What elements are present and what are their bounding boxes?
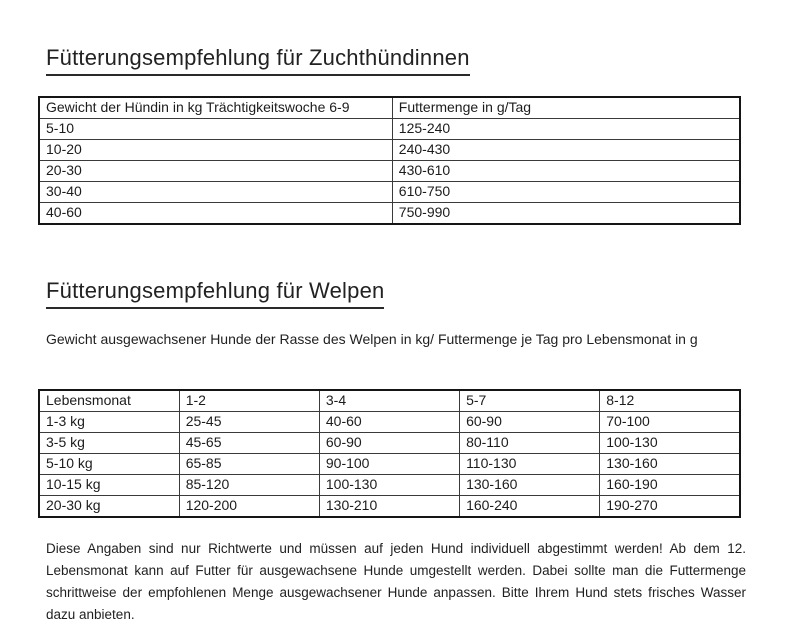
table-row xyxy=(39,496,740,518)
data-cell: 130-160 xyxy=(460,475,600,496)
table-row xyxy=(39,454,740,475)
section2-title xyxy=(46,278,384,309)
data-cell: 10-15 kg xyxy=(39,475,179,496)
data-cell: 100-130 xyxy=(600,433,740,454)
data-cell: 3-5 kg xyxy=(39,433,179,454)
header-cell: Lebensmonat xyxy=(39,390,179,412)
section1-title-text: Fütterungsempfehlung für Zuchthündinnen xyxy=(46,45,470,76)
data-cell: 430-610 xyxy=(392,161,740,182)
header-cell: Futtermenge in g/Tag xyxy=(392,97,740,119)
data-cell: 5-10 xyxy=(39,119,392,140)
data-cell: 130-210 xyxy=(319,496,459,518)
data-cell: 40-60 xyxy=(39,203,392,225)
data-cell: 20-30 xyxy=(39,161,392,182)
data-cell: 240-430 xyxy=(392,140,740,161)
data-cell: 110-130 xyxy=(460,454,600,475)
data-cell: 130-160 xyxy=(600,454,740,475)
table-row xyxy=(39,119,740,140)
data-cell: 65-85 xyxy=(179,454,319,475)
data-cell: 160-240 xyxy=(460,496,600,518)
data-cell: 30-40 xyxy=(39,182,392,203)
data-cell: 190-270 xyxy=(600,496,740,518)
data-cell: 60-90 xyxy=(460,412,600,433)
data-cell: 20-30 kg xyxy=(39,496,179,518)
data-cell: 80-110 xyxy=(460,433,600,454)
section1-title xyxy=(46,45,470,76)
data-cell: 45-65 xyxy=(179,433,319,454)
table-row xyxy=(39,161,740,182)
puppy-feeding-table xyxy=(38,389,741,518)
table-row xyxy=(39,182,740,203)
section2-title-text: Fütterungsempfehlung für Welpen xyxy=(46,278,384,309)
header-cell: 1-2 xyxy=(179,390,319,412)
table-row xyxy=(39,203,740,225)
data-cell: 1-3 kg xyxy=(39,412,179,433)
table-row xyxy=(39,433,740,454)
header-cell: 8-12 xyxy=(600,390,740,412)
table-row xyxy=(39,140,740,161)
data-cell: 10-20 xyxy=(39,140,392,161)
breeding-bitches-table xyxy=(38,96,741,225)
data-cell: 25-45 xyxy=(179,412,319,433)
data-cell: 120-200 xyxy=(179,496,319,518)
data-cell: 610-750 xyxy=(392,182,740,203)
data-cell: 160-190 xyxy=(600,475,740,496)
footnote-text: Diese Angaben sind nur Richtwerte und müssen auf jeden Hund individuell abgestimmt werden! Ab dem 12. Lebensmonat kann auf Futter für ausgewachsene Hunde umgestellt werden. Dabei sollte man die Futtermenge schrittweise der empfohlenen Menge ausgewachsener Hunde anpassen. Bitte Ihrem Hund stets frisches Wasser dazu anbieten. xyxy=(46,541,746,622)
data-cell: 125-240 xyxy=(392,119,740,140)
data-cell: 5-10 kg xyxy=(39,454,179,475)
data-cell: 60-90 xyxy=(319,433,459,454)
data-cell: 90-100 xyxy=(319,454,459,475)
header-cell: Gewicht der Hündin in kg Trächtigkeitswoche 6-9 xyxy=(39,97,392,119)
data-cell: 750-990 xyxy=(392,203,740,225)
table-row xyxy=(39,412,740,433)
table-header-row xyxy=(39,390,740,412)
data-cell: 70-100 xyxy=(600,412,740,433)
table-row xyxy=(39,475,740,496)
data-cell: 100-130 xyxy=(319,475,459,496)
data-cell: 85-120 xyxy=(179,475,319,496)
header-cell: 3-4 xyxy=(319,390,459,412)
puppy-table-caption: Gewicht ausgewachsener Hunde der Rasse des Welpen in kg/ Futtermenge je Tag pro Lebensmonat in g xyxy=(46,331,698,347)
table-header-row xyxy=(39,97,740,119)
data-cell: 40-60 xyxy=(319,412,459,433)
header-cell: 5-7 xyxy=(460,390,600,412)
